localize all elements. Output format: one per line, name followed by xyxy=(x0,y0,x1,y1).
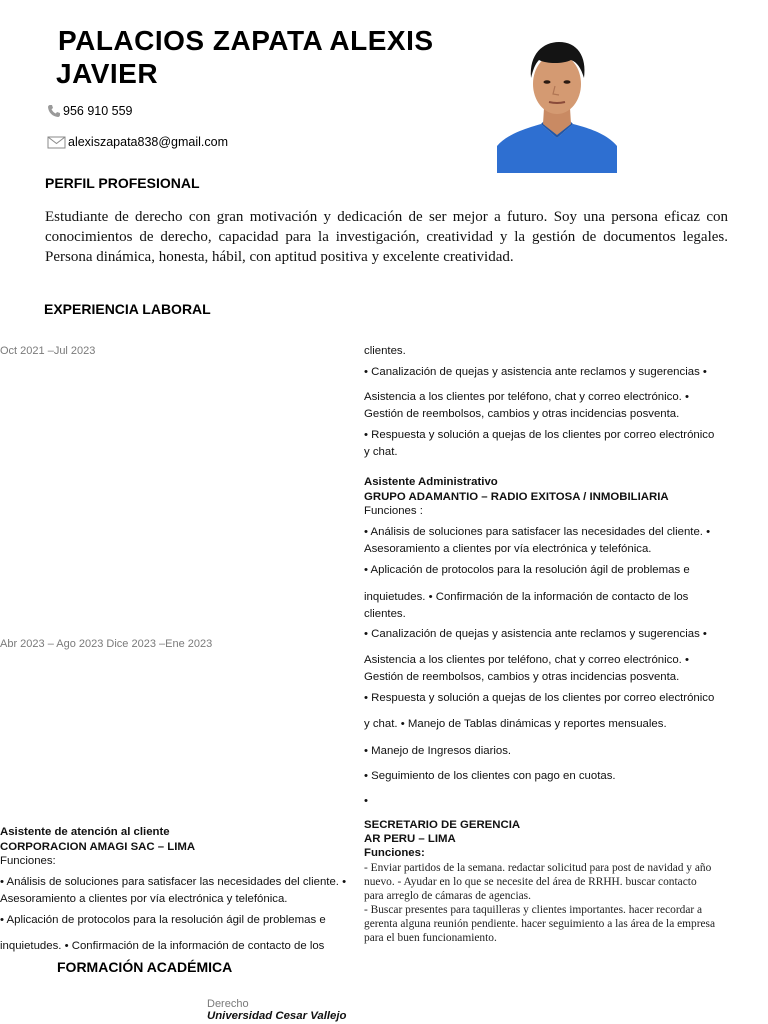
experience-continuation xyxy=(364,343,734,461)
job-company: AR PERU – LIMA xyxy=(364,833,456,845)
function-line: gerenta alguna reunión pendiente. hacer seguimiento a las área de la empresa xyxy=(364,918,716,930)
bullet-line: y chat. • Manejo de Tablas dinámicas y reportes mensuales. xyxy=(364,718,667,730)
job-title: SECRETARIO DE GERENCIA xyxy=(364,819,521,831)
bullet-line: Asesoramiento a clientes por vía electrónica y telefónica. xyxy=(0,893,288,905)
education-heading: FORMACIÓN ACADÉMICA xyxy=(57,959,233,975)
bullet-line: clientes. xyxy=(364,345,406,357)
function-line: - Enviar partidos de la semana. redactar solicitud para post de navidad y año xyxy=(364,862,712,874)
job-company: GRUPO ADAMANTIO – RADIO EXITOSA / INMOBILIARIA xyxy=(364,490,669,503)
bullet-line: • Seguimiento de los clientes con pago en cuotas. xyxy=(364,770,616,782)
job-title: Asistente Administrativo xyxy=(364,476,498,488)
education-field: Derecho xyxy=(207,998,249,1010)
bullet-line: • Aplicación de protocolos para la resolución ágil de problemas e xyxy=(364,564,690,576)
email-address: alexiszapata838@gmail.com xyxy=(68,135,228,149)
bullet-line: y chat. xyxy=(364,446,398,458)
job-secretary-header xyxy=(364,818,734,860)
bullet-line: Asistencia a los clientes por teléfono, chat y correo electrónico. • xyxy=(364,654,689,666)
bullet-line: • Análisis de soluciones para satisfacer las necesidades del cliente. • xyxy=(0,876,347,888)
date-range-1: Oct 2021 –Jul 2023 xyxy=(0,345,96,357)
bullet-line: • Canalización de quejas y asistencia ante reclamos y sugerencias • xyxy=(364,628,707,640)
profile-text: Estudiante de derecho con gran motivación y dedicación de ser mejor a futuro. Soy una persona eficaz con conocimientos de derecho, capacidad para la investigación, creatividad y la gestión de documentos legales. Persona dinámica, honesta, hábil, con aptitud positiva y excelente creatividad. xyxy=(45,209,728,265)
function-line: - Buscar presentes para taquilleras y clientes importantes. hacer recordar a xyxy=(364,904,703,916)
job-customer-header xyxy=(0,825,362,869)
bullet-line: inquietudes. • Confirmación de la información de contacto de los xyxy=(364,591,689,603)
functions-label: Funciones: xyxy=(364,847,425,859)
phone-number: 956 910 559 xyxy=(63,104,133,118)
job-admin-header xyxy=(364,475,734,519)
bullet-line: • Análisis de soluciones para satisfacer las necesidades del cliente. • xyxy=(364,526,711,538)
job-customer-functions xyxy=(0,874,362,955)
bullet-line: • Aplicación de protocolos para la resolución ágil de problemas e xyxy=(0,914,326,926)
date-range-2: Abr 2023 – Ago 2023 Dice 2023 –Ene 2023 xyxy=(0,638,213,650)
bullet-line: • Canalización de quejas y asistencia ante reclamos y sugerencias • xyxy=(364,366,707,378)
name-line-2: JAVIER xyxy=(56,58,159,89)
job-admin-functions xyxy=(364,524,734,810)
functions-label: Funciones : xyxy=(364,505,423,517)
bullet-line: • xyxy=(364,795,368,807)
name-line-1: PALACIOS ZAPATA ALEXIS xyxy=(58,25,434,56)
bullet-line: Gestión de reembolsos, cambios y otras incidencias posventa. xyxy=(364,408,680,420)
bullet-line: Asistencia a los clientes por teléfono, chat y correo electrónico. • xyxy=(364,391,689,403)
mail-icon xyxy=(47,135,66,149)
bullet-line: Gestión de reembolsos, cambios y otras incidencias posventa. xyxy=(364,671,680,683)
phone-icon xyxy=(47,104,61,118)
phone-contact xyxy=(47,104,133,118)
profile-photo xyxy=(497,38,617,173)
bullet-line: • Respuesta y solución a quejas de los clientes por correo electrónico xyxy=(364,692,715,704)
bullet-line: clientes. xyxy=(364,608,406,620)
resume-name xyxy=(58,24,498,90)
function-line: nuevo. - Ayudar en lo que se necesite del área de RRHH. buscar contacto xyxy=(364,876,697,888)
bullet-line: • Respuesta y solución a quejas de los clientes por correo electrónico xyxy=(364,429,715,441)
functions-label: Funciones: xyxy=(0,855,56,867)
bullet-line: • Manejo de Ingresos diarios. xyxy=(364,745,512,757)
function-line: para el buen funcionamiento. xyxy=(364,932,497,944)
education-institution: Universidad Cesar Vallejo xyxy=(207,1010,347,1022)
bullet-line: Asesoramiento a clientes por vía electrónica y telefónica. xyxy=(364,543,652,555)
experience-heading: EXPERIENCIA LABORAL xyxy=(44,301,211,317)
bullet-line: inquietudes. • Confirmación de la información de contacto de los xyxy=(0,940,325,952)
job-company: CORPORACION AMAGI SAC – LIMA xyxy=(0,840,196,853)
profile-heading: PERFIL PROFESIONAL xyxy=(45,175,200,191)
function-line: para arreglo de cámaras de agencias. xyxy=(364,890,531,902)
email-contact xyxy=(47,135,228,149)
job-secretary-functions xyxy=(364,861,734,945)
job-title: Asistente de atención al cliente xyxy=(0,826,170,838)
